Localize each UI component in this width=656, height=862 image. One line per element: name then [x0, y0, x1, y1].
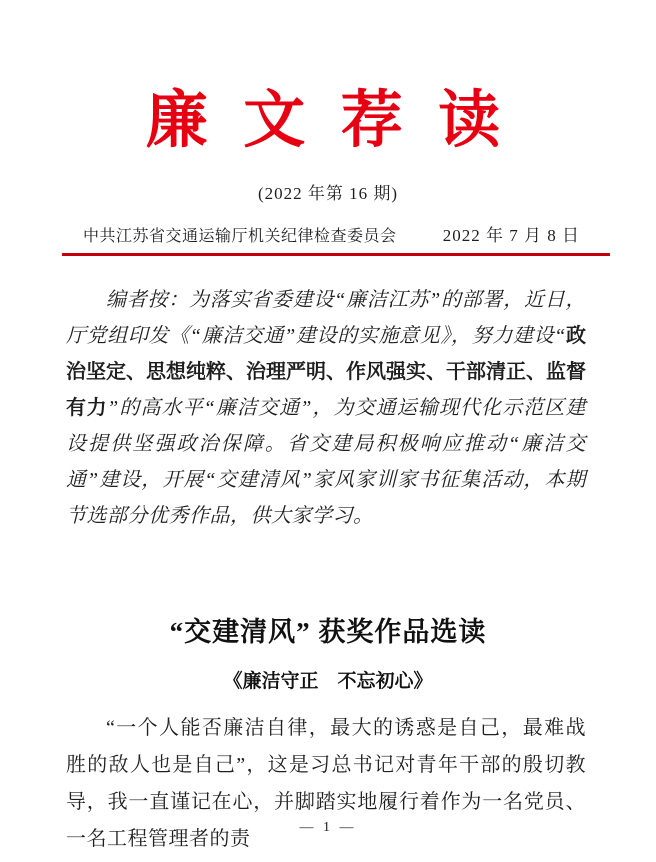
issuing-organization: 中共江苏省交通运输厅机关纪律检查委员会	[83, 228, 397, 246]
publication-date: 2022 年 7 月 8 日	[442, 226, 580, 246]
editor-note	[66, 282, 586, 534]
selection-heading: “交建清风” 获奖作品选读	[169, 617, 487, 648]
issue-number: (2022 年第 16 期)	[257, 184, 399, 204]
editor-note-emphasis: 政治坚定、思想纯粹、治理严明、作风强实、干部清正、监督有力	[66, 325, 586, 420]
document-title: 廉 文 荐 读	[145, 87, 511, 155]
masthead-row	[83, 221, 580, 246]
header-divider	[62, 253, 610, 256]
editor-note-lead: 编者按：为落实省委建设“廉洁江苏”的部署，近日，厅党组印发《“廉洁交通”建设的实施意见》，努力建设“	[66, 289, 586, 348]
page-number: — 1 —	[299, 820, 357, 835]
article-body: “一个人能否廉洁自律，最大的诱惑是自己，最难战胜的敌人也是自己”，这是习总书记对青年干部的殷切教导，我一直谨记在心，并脚踏实地履行着作为一名党员、一名工程管理者的责	[66, 717, 586, 851]
editor-note-tail: ”的高水平“廉洁交通”，为交通运输现代化示范区建设提供坚强政治保障。省交建局积极响应推动“廉洁交通”建设，开展“交建清风”家风家训家书征集活动，本期节选部分优秀作品，供大家学习。	[66, 397, 586, 528]
article-title: 《廉洁守正 不忘初心》	[223, 671, 433, 693]
